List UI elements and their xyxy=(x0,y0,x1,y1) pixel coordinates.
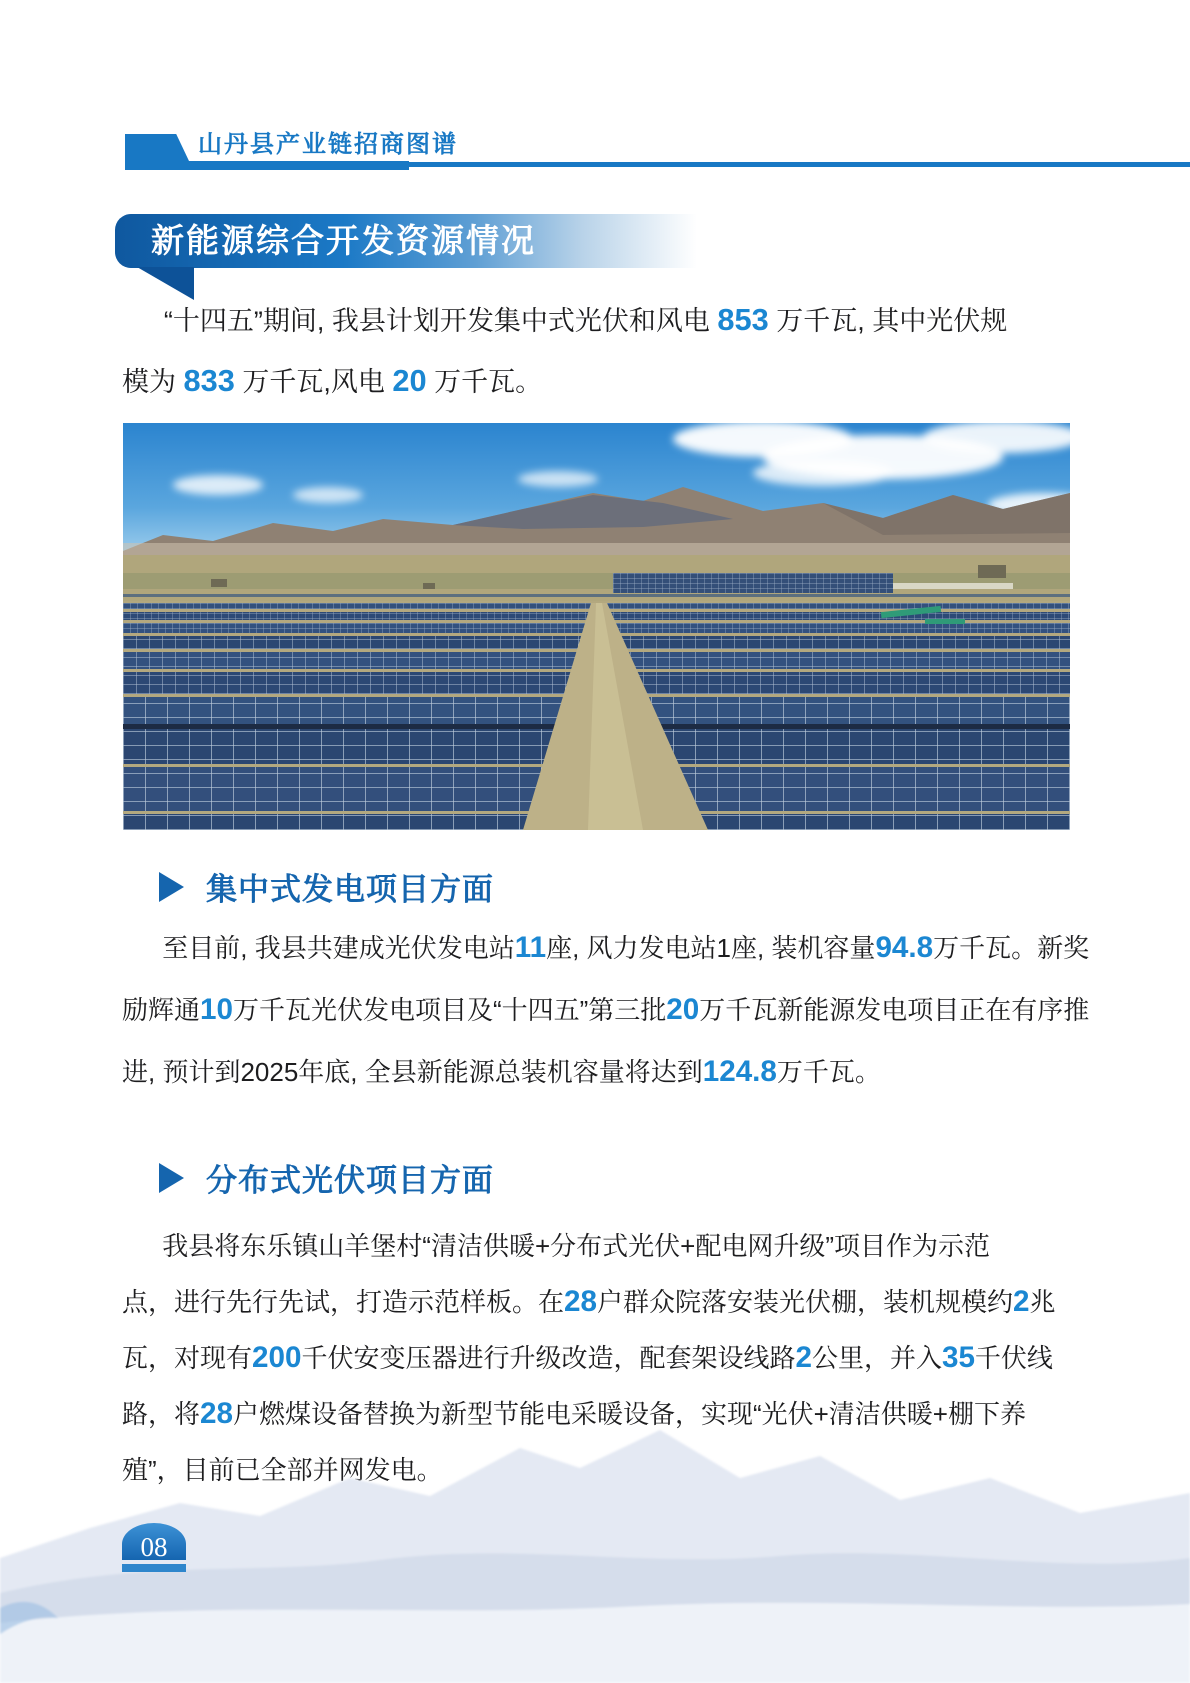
page-number-badge xyxy=(122,1523,186,1572)
triangle-bullet-icon xyxy=(159,872,184,902)
section-heading-text: 分布式光伏项目方面 xyxy=(206,1163,494,1198)
intro-paragraph xyxy=(122,290,1082,412)
section-banner-title: 新能源综合开发资源情况 xyxy=(151,222,536,259)
text-line: 励辉通10万千瓦光伏发电项目及“十四五”第三批20万千瓦新能源发电项目正在有序推 xyxy=(122,993,1090,1026)
centralized-paragraph xyxy=(122,917,1090,1103)
text-line: “十四五”期间, 我县计划开发集中式光伏和风电 853 万千瓦, 其中光伏规 xyxy=(163,302,1008,337)
solar-farm-photo xyxy=(123,423,1070,830)
photo-solar-panels xyxy=(123,601,1070,830)
page-number-underline-bar xyxy=(122,1564,186,1572)
document-title: 山丹县产业链招商图谱 xyxy=(198,131,458,158)
header-accent-shape xyxy=(125,134,189,161)
section-heading-distributed xyxy=(159,1155,494,1200)
section-heading-centralized xyxy=(159,864,494,909)
text-line: 模为 833 万千瓦,风电 20 万千瓦。 xyxy=(122,363,543,398)
section-heading-text: 集中式发电项目方面 xyxy=(206,872,494,907)
section-banner xyxy=(115,214,715,268)
text-line: 殖”，目前已全部并网发电。 xyxy=(122,1455,443,1485)
text-line: 点，进行先行先试，打造示范样板。在28户群众院落安装光伏棚，装机规模约2兆 xyxy=(122,1285,1056,1318)
header-rule-line xyxy=(409,162,1190,167)
text-line: 我县将东乐镇山羊堡村“清洁供暖+分布式光伏+配电网升级”项目作为示范 xyxy=(162,1231,990,1261)
page-number: 08 xyxy=(122,1523,186,1560)
text-line: 至目前, 我县共建成光伏发电站11座, 风力发电站1座, 装机容量94.8万千瓦。新奖 xyxy=(162,931,1090,964)
text-line: 进, 预计到2025年底, 全县新能源总装机容量将达到124.8万千瓦。 xyxy=(122,1055,881,1088)
text-line: 瓦，对现有200千伏安变压器进行升级改造，配套架设线路2公里，并入35千伏线 xyxy=(122,1341,1053,1374)
triangle-bullet-icon xyxy=(159,1163,184,1193)
header-accent-bar xyxy=(125,161,409,170)
text-line: 路，将28户燃煤设备替换为新型节能电采暖设备，实现“光伏+清洁供暖+棚下养 xyxy=(122,1397,1026,1430)
